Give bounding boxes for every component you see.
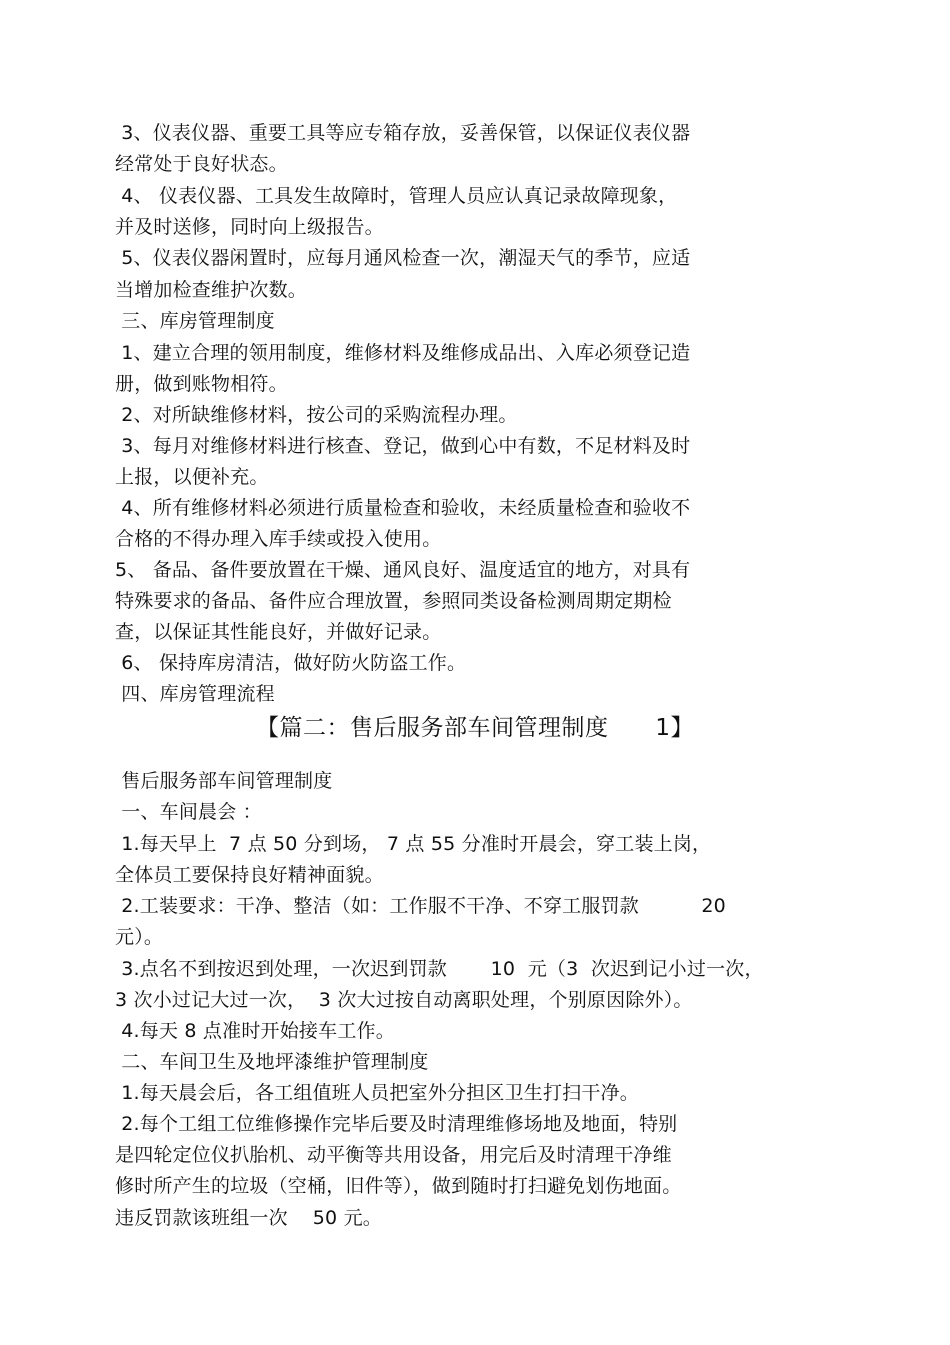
paragraph-line: 元）。 [115, 926, 164, 948]
paragraph-line: 3.点名不到按迟到处理，一次迟到罚款 10 元（3 次迟到记小过一次， [115, 958, 764, 980]
paragraph-line: 1.每天晨会后，各工组值班人员把室外分担区卫生打扫干净。 [115, 1082, 639, 1104]
paragraph-line: 修时所产生的垃圾（空桶，旧件等），做到随时打扫避免划伤地面。 [115, 1175, 682, 1197]
paragraph-line: 4.每天 8 点准时开始接车工作。 [115, 1020, 395, 1042]
section-heading: 三、库房管理制度 [115, 310, 275, 332]
paragraph-line: 1、建立合理的领用制度，维修材料及维修成品出、入库必须登记造 [115, 342, 691, 364]
paragraph-line: 全体员工要保持良好精神面貌。 [115, 864, 384, 886]
chapter-heading: 【篇二：售后服务部车间管理制度 1】 [256, 715, 694, 741]
paragraph-line: 3、每月对维修材料进行核查、登记，做到心中有数，不足材料及时 [115, 435, 691, 457]
section-heading: 四、库房管理流程 [115, 683, 275, 705]
paragraph-line: 5、仪表仪器闲置时，应每月通风检查一次，潮湿天气的季节，应适 [115, 247, 691, 269]
section-heading: 一、车间晨会 ： [115, 801, 262, 823]
paragraph-line: 4、所有维修材料必须进行质量检查和验收，未经质量检查和验收不 [115, 497, 691, 519]
section-heading: 二、车间卫生及地坪漆维护管理制度 [115, 1051, 429, 1073]
paragraph-line: 经常处于良好状态。 [115, 153, 288, 175]
paragraph-line: 3 次小过记大过一次， 3 次大过按自动离职处理，个别原因除外）。 [115, 989, 693, 1011]
paragraph-line: 查，以保证其性能良好，并做好记录。 [115, 621, 442, 643]
paragraph-line: 1.每天早上 7 点 50 分到场， 7 点 55 分准时开晨会，穿工装上岗， [115, 833, 712, 855]
paragraph-line: 6、 保持库房清洁，做好防火防盗工作。 [115, 652, 467, 674]
paragraph-line: 2.每个工组工位维修操作完毕后要及时清理维修场地及地面，特别 [115, 1113, 678, 1135]
paragraph-line: 4、 仪表仪器、工具发生故障时，管理人员应认真记录故障现象， [115, 185, 678, 207]
paragraph-line: 5、 备品、备件要放置在干燥、通风良好、温度适宜的地方，对具有 [115, 559, 691, 581]
paragraph-line: 违反罚款该班组一次 50 元。 [115, 1207, 382, 1229]
paragraph-line: 是四轮定位仪扒胎机、动平衡等共用设备，用完后及时清理干净维 [115, 1144, 672, 1166]
paragraph-line: 2、对所缺维修材料，按公司的采购流程办理。 [115, 404, 518, 426]
paragraph-line: 册，做到账物相符。 [115, 373, 288, 395]
paragraph-line: 当增加检查维护次数。 [115, 279, 308, 301]
paragraph-line: 并及时送修，同时向上级报告。 [115, 216, 384, 238]
paragraph-line: 2.工装要求：干净、整洁（如：工作服不干净、不穿工服罚款 20 [115, 895, 726, 917]
paragraph-line: 上报，以便补充。 [115, 466, 269, 488]
paragraph-line: 特殊要求的备品、备件应合理放置，参照同类设备检测周期定期检 [115, 590, 672, 612]
paragraph-line: 3、仪表仪器、重要工具等应专箱存放，妥善保管，以保证仪表仪器 [115, 122, 691, 144]
document-title: 售后服务部车间管理制度 [115, 770, 333, 792]
paragraph-line: 合格的不得办理入库手续或投入使用。 [115, 528, 442, 550]
